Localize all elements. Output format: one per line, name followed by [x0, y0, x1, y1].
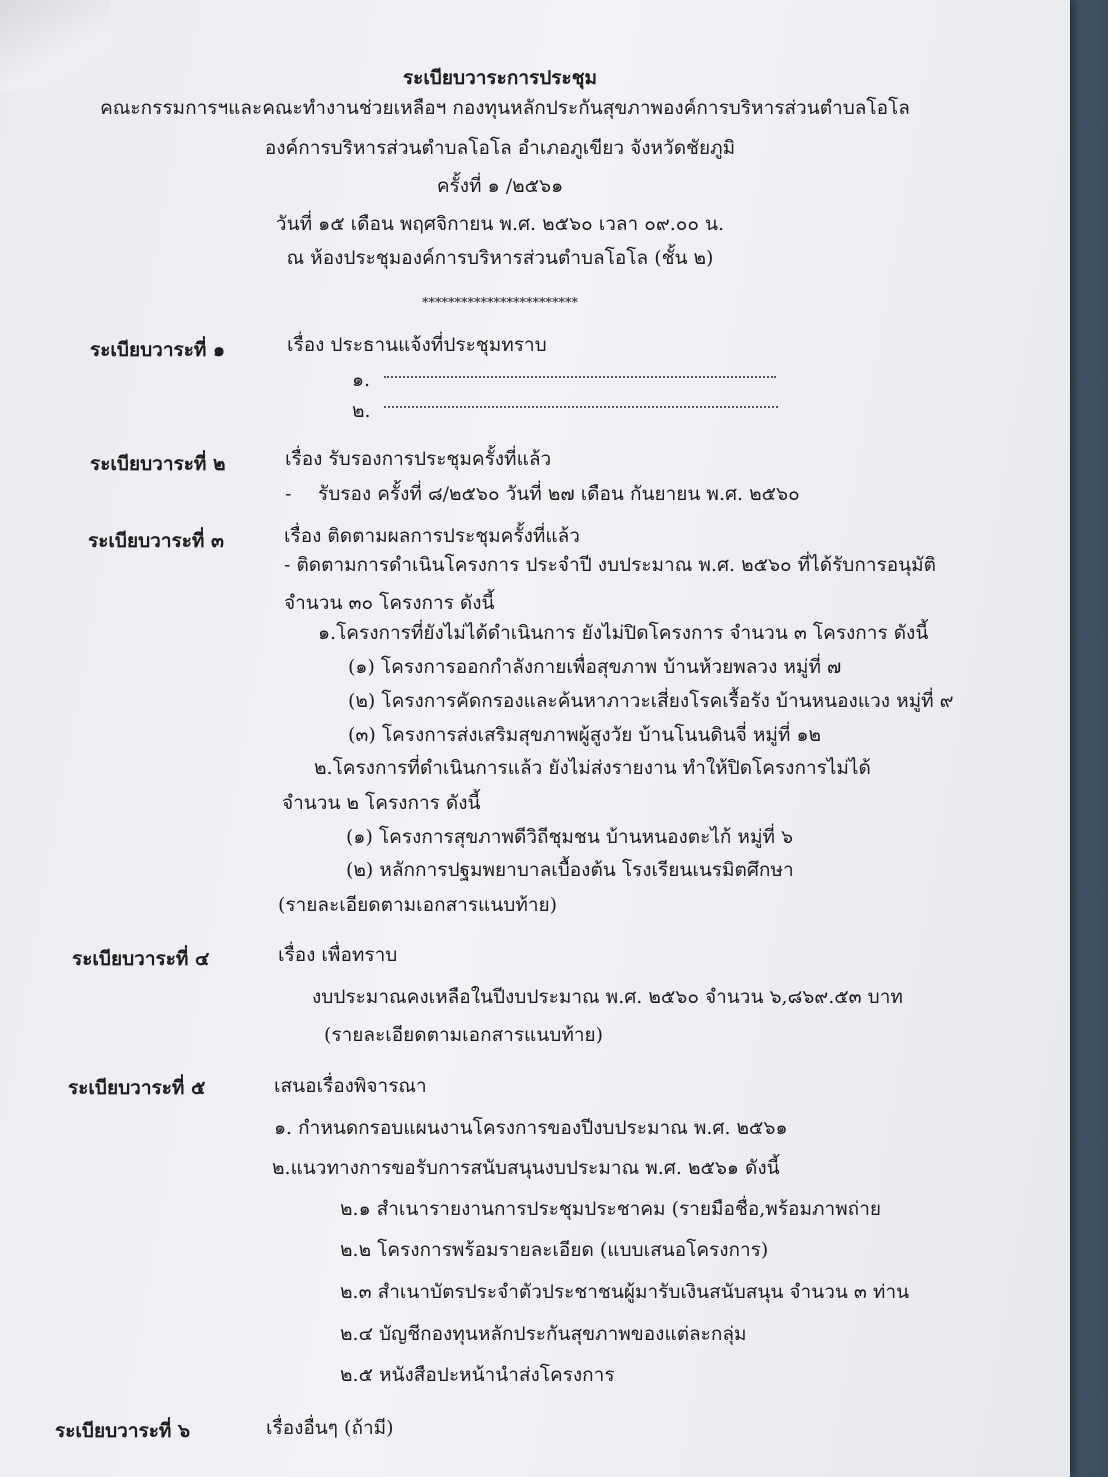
agenda1-item1-blank: [384, 376, 776, 378]
agenda3-sub2-item: (๒) หลักการปฐมพยาบาลเบื้องต้น โรงเรียนเนรมิตศึกษา: [346, 859, 794, 881]
agenda5-topic: เสนอเรื่องพิจารณา: [274, 1075, 427, 1097]
agenda3-sub1-item: (๑) โครงการออกกำลังกายเพื่อสุขภาพ บ้านห้วยพลวง หมู่ที่ ๗: [348, 656, 842, 678]
agenda4-note: (รายละเอียดตามเอกสารแนบท้าย): [324, 1024, 604, 1046]
agenda5-sub-item: ๒.๑ สำเนารายงานการประชุมประชาคม (รายมือชื่อ,พร้อมภาพถ่าย: [340, 1198, 881, 1220]
agenda3-label: ระเบียบวาระที่ ๓: [88, 530, 225, 552]
organization-line: องค์การบริหารส่วนตำบลโอโล อำเภอภูเขียว จังหวัดชัยภูมิ: [264, 137, 736, 159]
agenda1-item2: ๒.: [352, 400, 371, 422]
agenda1-label: ระเบียบวาระที่ ๑: [90, 339, 226, 361]
agenda3-note: (รายละเอียดตามเอกสารแนบท้าย): [278, 894, 558, 916]
committee-line: คณะกรรมการฯและคณะทำงานช่วยเหลือฯ กองทุนหลักประกันสุขภาพองค์การบริหารส่วนตำบลโอโล: [100, 97, 910, 119]
agenda5-item2: ๒.แนวทางการขอรับการสนับสนุนงบประมาณ พ.ศ. ๒๕๖๑ ดังนี้: [272, 1157, 780, 1179]
agenda5-item1: ๑. กำหนดกรอบแผนงานโครงการของปีงบประมาณ พ.ศ. ๒๕๖๑: [274, 1117, 788, 1139]
agenda2-topic: เรื่อง รับรองการประชุมครั้งที่แล้ว: [285, 448, 552, 470]
agenda4-label: ระเบียบวาระที่ ๔: [72, 948, 210, 970]
agenda3-sub1: ๑.โครงการที่ยังไม่ได้ดำเนินการ ยังไม่ปิดโครงการ จำนวน ๓ โครงการ ดังนี้: [318, 622, 929, 644]
agenda4-line1: งบประมาณคงเหลือในปีงบประมาณ พ.ศ. ๒๕๖๐ จำนวน ๖,๘๖๙.๕๓ บาท: [312, 986, 903, 1008]
agenda1-item1: ๑.: [352, 369, 371, 391]
agenda3-topic: เรื่อง ติดตามผลการประชุมครั้งที่แล้ว: [284, 525, 580, 547]
agenda5-sub-item: ๒.๕ หนังสือปะหน้านำส่งโครงการ: [340, 1364, 615, 1386]
agenda6-topic: เรื่องอื่นๆ (ถ้ามี): [266, 1417, 394, 1439]
meeting-place: ณ ห้องประชุมองค์การบริหารส่วนตำบลโอโล (ชั้น ๒): [286, 247, 714, 269]
meeting-date: วันที่ ๑๕ เดือน พฤศจิกายน พ.ศ. ๒๕๖๐ เวลา ๐๙.๐๐ น.: [275, 213, 725, 235]
agenda3-sub2-item: (๑) โครงการสุขภาพดีวิถีชุมชน บ้านหนองตะไก้ หมู่ที่ ๖: [346, 826, 794, 848]
agenda5-sub-item: ๒.๒ โครงการพร้อมรายละเอียด (แบบเสนอโครงการ): [340, 1239, 769, 1261]
agenda3-sub1-item: (๓) โครงการส่งเสริมสุขภาพผู้สูงวัย บ้านโนนดินจี่ หมู่ที่ ๑๒: [348, 724, 822, 746]
agenda5-sub-item: ๒.๔ บัญชีกองทุนหลักประกันสุขภาพของแต่ละกลุ่ม: [340, 1323, 747, 1345]
agenda2-label: ระเบียบวาระที่ ๒: [90, 453, 226, 475]
agenda1-topic: เรื่อง ประธานแจ้งที่ประชุมทราบ: [287, 334, 547, 356]
agenda4-topic: เรื่อง เพื่อทราบ: [278, 944, 398, 966]
agenda5-sub-item: ๒.๓ สำเนาบัตรประจำตัวประชาชนผู้มารับเงินสนับสนุน จำนวน ๓ ท่าน: [340, 1281, 910, 1303]
agenda3-line2: จำนวน ๓๐ โครงการ ดังนี้: [284, 592, 495, 614]
agenda3-sub2: ๒.โครงการที่ดำเนินการแล้ว ยังไม่ส่งรายงาน ทำให้ปิดโครงการไม่ได้: [314, 757, 871, 779]
agenda2-dash: -: [285, 483, 292, 505]
agenda1-item2-blank: [384, 406, 778, 408]
agenda5-label: ระเบียบวาระที่ ๕: [68, 1077, 206, 1099]
agenda6-label: ระเบียบวาระที่ ๖: [55, 1420, 191, 1442]
session-number: ครั้งที่ ๑ /๒๕๖๑: [436, 175, 564, 197]
agenda3-line1: - ติดตามการดำเนินโครงการ ประจำปี งบประมาณ พ.ศ. ๒๕๖๐ ที่ได้รับการอนุมัติ: [284, 554, 937, 576]
agenda3-sub1-item: (๒) โครงการคัดกรองและค้นหาภาวะเสี่ยงโรคเรื้อรัง บ้านหนองแวง หมู่ที่ ๙: [348, 690, 954, 712]
agenda3-sub2-cont: จำนวน ๒ โครงการ ดังนี้: [282, 792, 481, 814]
separator-stars: ************************: [422, 296, 578, 311]
agenda2-line1: รับรอง ครั้งที่ ๘/๒๕๖๐ วันที่ ๒๗ เดือน กันยายน พ.ศ. ๒๕๖๐: [318, 483, 800, 505]
doc-title: ระเบียบวาระการประชุม: [402, 67, 598, 89]
